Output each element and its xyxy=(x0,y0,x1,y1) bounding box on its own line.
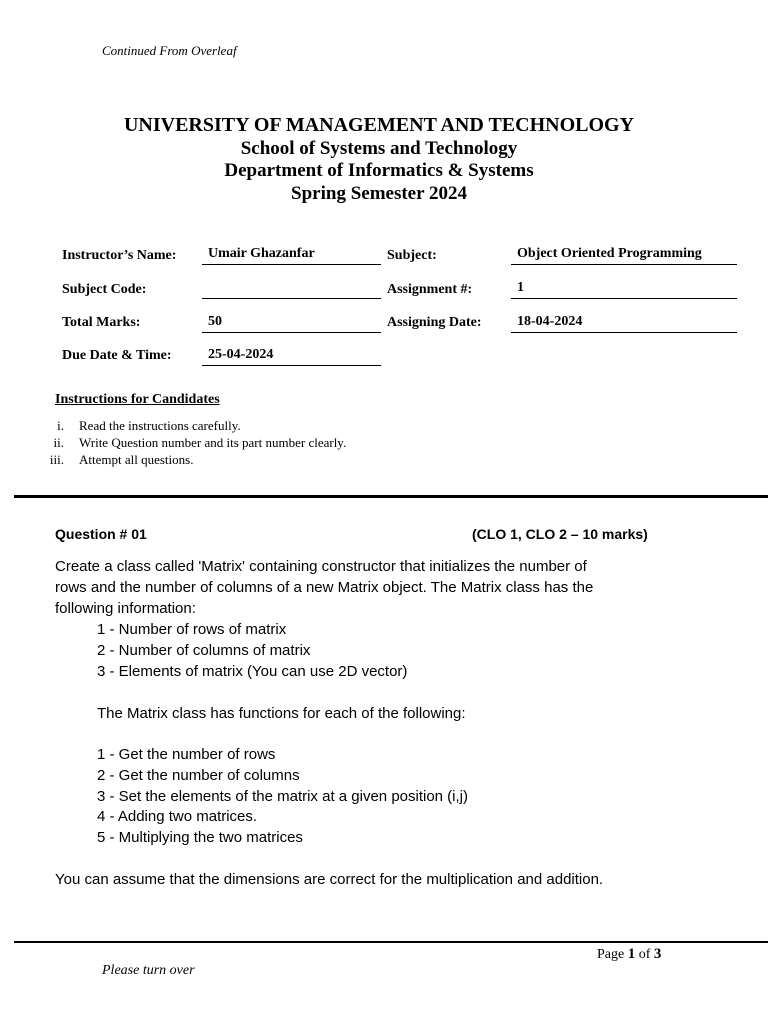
footer-divider xyxy=(14,941,768,943)
page-total: 3 xyxy=(653,946,662,962)
total-marks-label: Total Marks: xyxy=(62,315,141,330)
instruction-text: Read the instructions carefully. xyxy=(79,418,241,433)
page-current: 1 xyxy=(627,946,636,962)
due-date-label: Due Date & Time: xyxy=(62,348,172,363)
due-date-value: 25-04-2024 xyxy=(202,347,381,366)
info-list-item: 3 - Elements of matrix (You can use 2D vector) xyxy=(97,663,408,680)
instruction-item xyxy=(0,435,700,452)
section-divider xyxy=(14,495,768,498)
info-list-item: 1 - Number of rows of matrix xyxy=(97,621,287,638)
assignment-label: Assignment #: xyxy=(387,282,473,297)
function-list-item: 4 - Adding two matrices. xyxy=(97,808,258,825)
assumption-note: You can assume that the dimensions are correct for the multiplication and addition. xyxy=(55,871,604,888)
instruction-number: iii. xyxy=(49,452,64,467)
assigning-date-value: 18-04-2024 xyxy=(511,314,737,333)
subject-code-label: Subject Code: xyxy=(62,282,147,297)
school-title: School of Systems and Technology xyxy=(240,138,518,159)
assigning-date-label: Assigning Date: xyxy=(387,315,482,330)
question-intro-line: following information: xyxy=(55,600,196,617)
functions-intro: The Matrix class has functions for each of the following: xyxy=(97,705,466,722)
turn-over-note: Please turn over xyxy=(102,963,195,978)
instructions-title: Instructions for Candidates xyxy=(55,392,220,407)
page-of: of xyxy=(638,947,651,962)
total-marks-value: 50 xyxy=(202,314,381,333)
subject-value: Object Oriented Programming xyxy=(511,246,737,265)
function-list-item: 5 - Multiplying the two matrices xyxy=(97,829,303,846)
assignment-value: 1 xyxy=(511,280,737,299)
question-title: Question # 01 xyxy=(55,526,147,542)
instruction-number: i. xyxy=(57,418,64,433)
function-list-item: 2 - Get the number of columns xyxy=(97,767,300,784)
page-prefix: Page xyxy=(597,947,625,962)
department-title: Department of Informatics & Systems xyxy=(224,160,534,181)
instruction-text: Attempt all questions. xyxy=(79,452,194,467)
instruction-item xyxy=(0,418,700,435)
semester-title: Spring Semester 2024 xyxy=(291,183,467,204)
instructor-value: Umair Ghazanfar xyxy=(202,246,381,265)
subject-code-value xyxy=(202,280,381,299)
instruction-text: Write Question number and its part number clearly. xyxy=(79,435,347,450)
info-list-item: 2 - Number of columns of matrix xyxy=(97,642,311,659)
subject-label: Subject: xyxy=(387,248,437,263)
university-title: UNIVERSITY OF MANAGEMENT AND TECHNOLOGY xyxy=(123,114,635,136)
question-intro-line: Create a class called 'Matrix' containing constructor that initializes the number of xyxy=(55,558,587,575)
function-list-item: 1 - Get the number of rows xyxy=(97,746,276,763)
question-intro-line: rows and the number of columns of a new Matrix object. The Matrix class has the xyxy=(55,579,594,596)
page-number xyxy=(597,946,661,963)
instructor-label: Instructor’s Name: xyxy=(62,248,177,263)
function-list-item: 3 - Set the elements of the matrix at a given position (i,j) xyxy=(97,788,469,805)
instruction-item xyxy=(0,452,700,469)
continued-note: Continued From Overleaf xyxy=(102,43,237,58)
instruction-number: ii. xyxy=(53,435,64,450)
question-marks: (CLO 1, CLO 2 – 10 marks) xyxy=(472,526,648,542)
